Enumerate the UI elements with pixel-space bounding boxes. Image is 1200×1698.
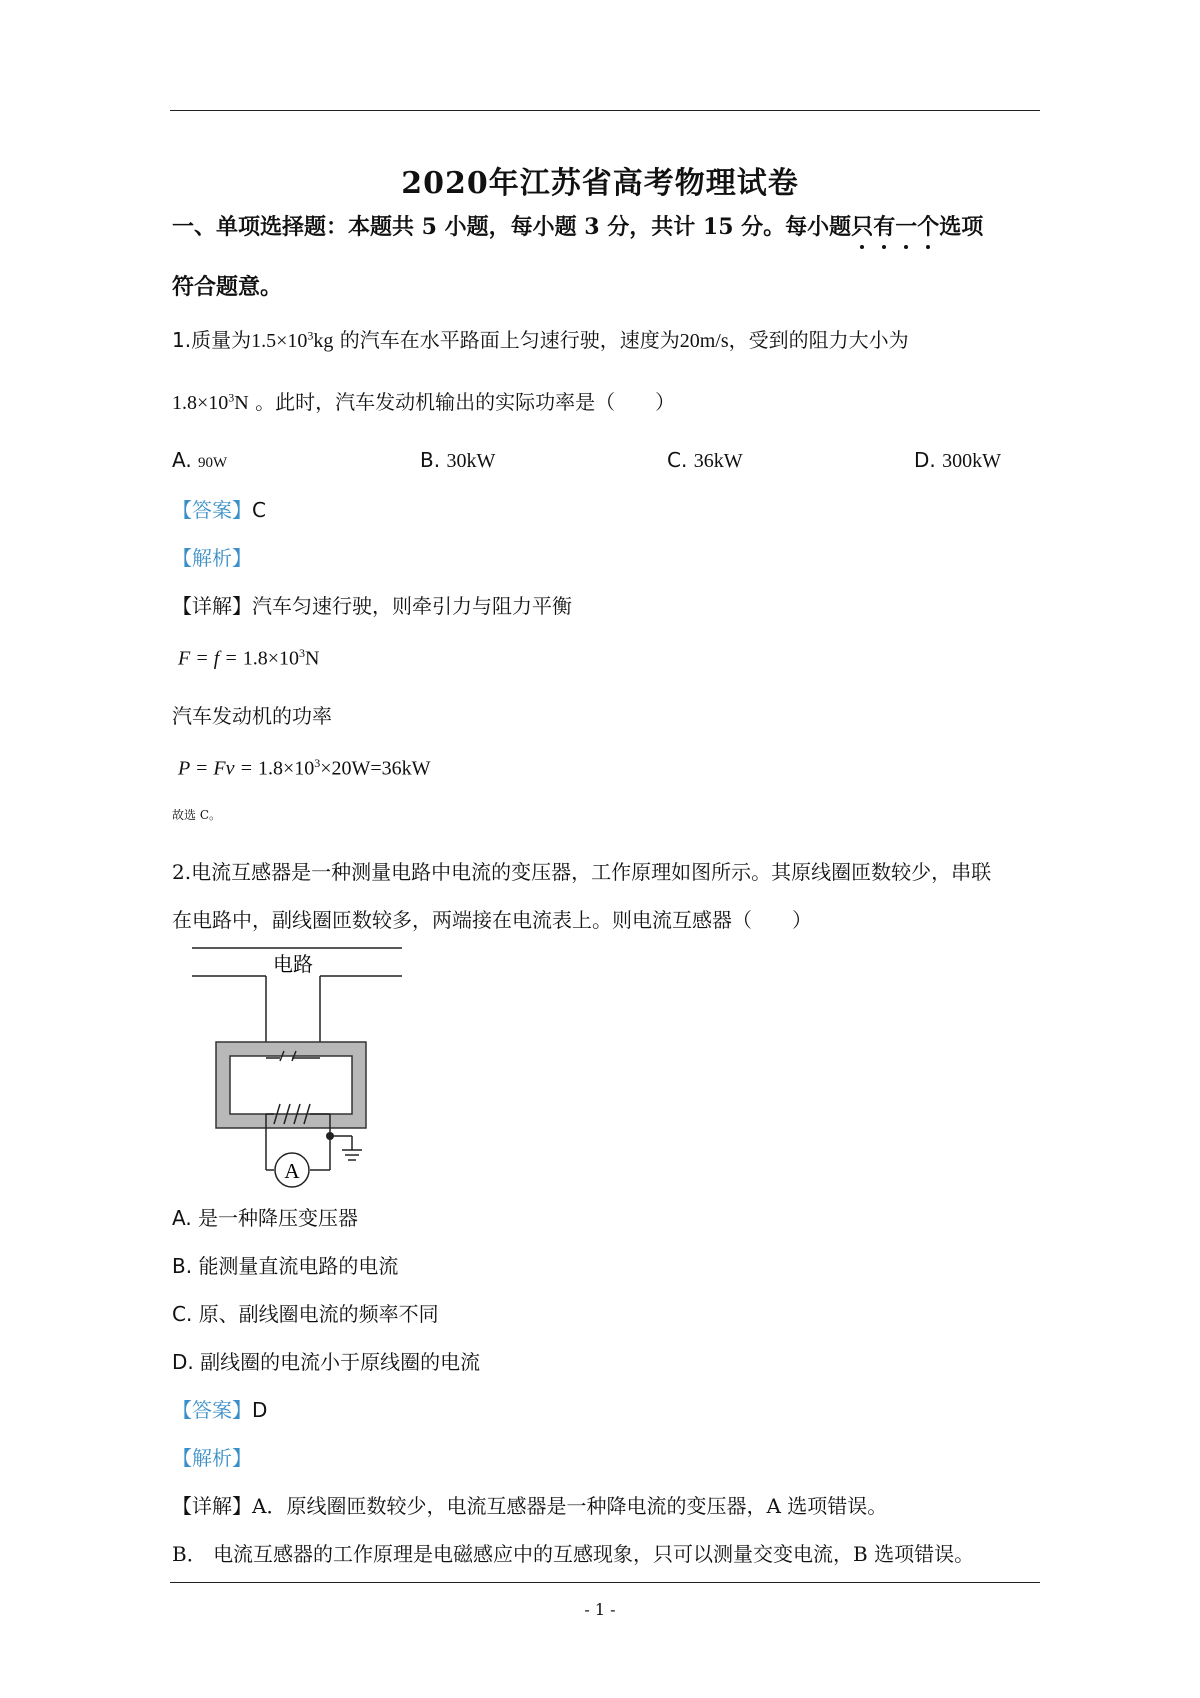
- transformer-figure: [180, 938, 420, 1188]
- q1-power-text: 汽车发动机的功率: [172, 704, 332, 728]
- ground-icon: [342, 1136, 362, 1160]
- section-heading-text-b: 选项: [939, 214, 984, 240]
- emphasis-char: 只: [851, 210, 873, 241]
- q2-detail-b: B． 电流互感器的工作原理是电磁感应中的互感现象，只可以测量交变电流，B 选项错误。: [172, 1542, 975, 1566]
- q1-option-b: B. 30kW: [420, 448, 496, 472]
- q1-option-a: A. 90W: [172, 448, 228, 472]
- q1-stem-mid: 的汽车在水平路面上匀速行驶，速度为: [333, 328, 680, 352]
- q1-detail: 【详解】汽车匀速行驶，则牵引力与阻力平衡: [172, 594, 572, 618]
- q2-detail-a: 【详解】A．原线圈匝数较少，电流互感器是一种降电流的变压器，A 选项错误。: [172, 1494, 888, 1518]
- q1-speed-value: 20m/s: [679, 330, 729, 352]
- section-heading-line2: 符合题意。: [172, 274, 283, 300]
- q1-stem-line1: [172, 324, 909, 353]
- q2-option-a: A. 是一种降压变压器: [172, 1206, 359, 1230]
- q1-stem-end: ，受到的阻力大小为: [728, 328, 909, 352]
- q2-option-d: D. 副线圈的电流小于原线圈的电流: [172, 1350, 481, 1374]
- circuit-label: 电路: [273, 952, 313, 976]
- ammeter-label: A: [284, 1159, 300, 1183]
- q1-option-d: D. 300kW: [914, 448, 1002, 472]
- q2-option-b: B. 能测量直流电路的电流: [172, 1254, 399, 1278]
- q1-analysis-tag: 【解析】: [172, 546, 252, 570]
- q1-conclusion: 故选 C。: [172, 808, 221, 822]
- emphasis-char: 有: [873, 210, 895, 241]
- bottom-rule: [170, 1582, 1040, 1583]
- q2-analysis-tag: 【解析】: [172, 1446, 252, 1470]
- answer-tag: 【答案】: [172, 1398, 252, 1422]
- top-rule: [170, 110, 1040, 111]
- answer-value: C: [252, 498, 266, 522]
- q1-mass-value: $1.5\times 10^3kg$: [251, 328, 334, 352]
- q2-stem-line1: 2.电流互感器是一种测量电路中电流的变压器，工作原理如图所示。其原线圈匝数较少，串联: [172, 860, 992, 884]
- q1-force-value: $1.8\times 10^3N$: [172, 390, 249, 414]
- emphasis-char: 一: [895, 210, 917, 241]
- q1-equation-1: $F = f = 1.8\times 10^3N$: [178, 646, 320, 670]
- section-heading-text-a: 一、单项选择题：本题共 5 小题，每小题 3 分，共计 15 分。每小题: [172, 214, 852, 240]
- section-heading: [172, 210, 983, 241]
- answer-value: D: [252, 1398, 268, 1422]
- q1-answer: [172, 494, 266, 523]
- page-number: - 1 -: [584, 1600, 616, 1619]
- page-title: 2020年江苏省高考物理试卷: [401, 166, 799, 201]
- q2-option-c: C. 原、副线圈电流的频率不同: [172, 1302, 439, 1326]
- q1-stem-prefix: 1.质量为: [172, 328, 252, 352]
- q1-option-c: C. 36kW: [667, 448, 743, 472]
- answer-tag: 【答案】: [172, 498, 252, 522]
- q2-answer: [172, 1394, 267, 1423]
- q1-equation-2: $P = Fv = 1.8\times 10^3\times 20W=36kW$: [178, 756, 431, 780]
- q1-stem-line2: [172, 386, 675, 415]
- q1-stem-question: 。此时，汽车发动机输出的实际功率是（ ）: [248, 390, 676, 414]
- q2-stem-line2: 在电路中，副线圈匝数较多，两端接在电流表上。则电流互感器（ ）: [172, 908, 812, 932]
- emphasis-char: 个: [917, 210, 939, 241]
